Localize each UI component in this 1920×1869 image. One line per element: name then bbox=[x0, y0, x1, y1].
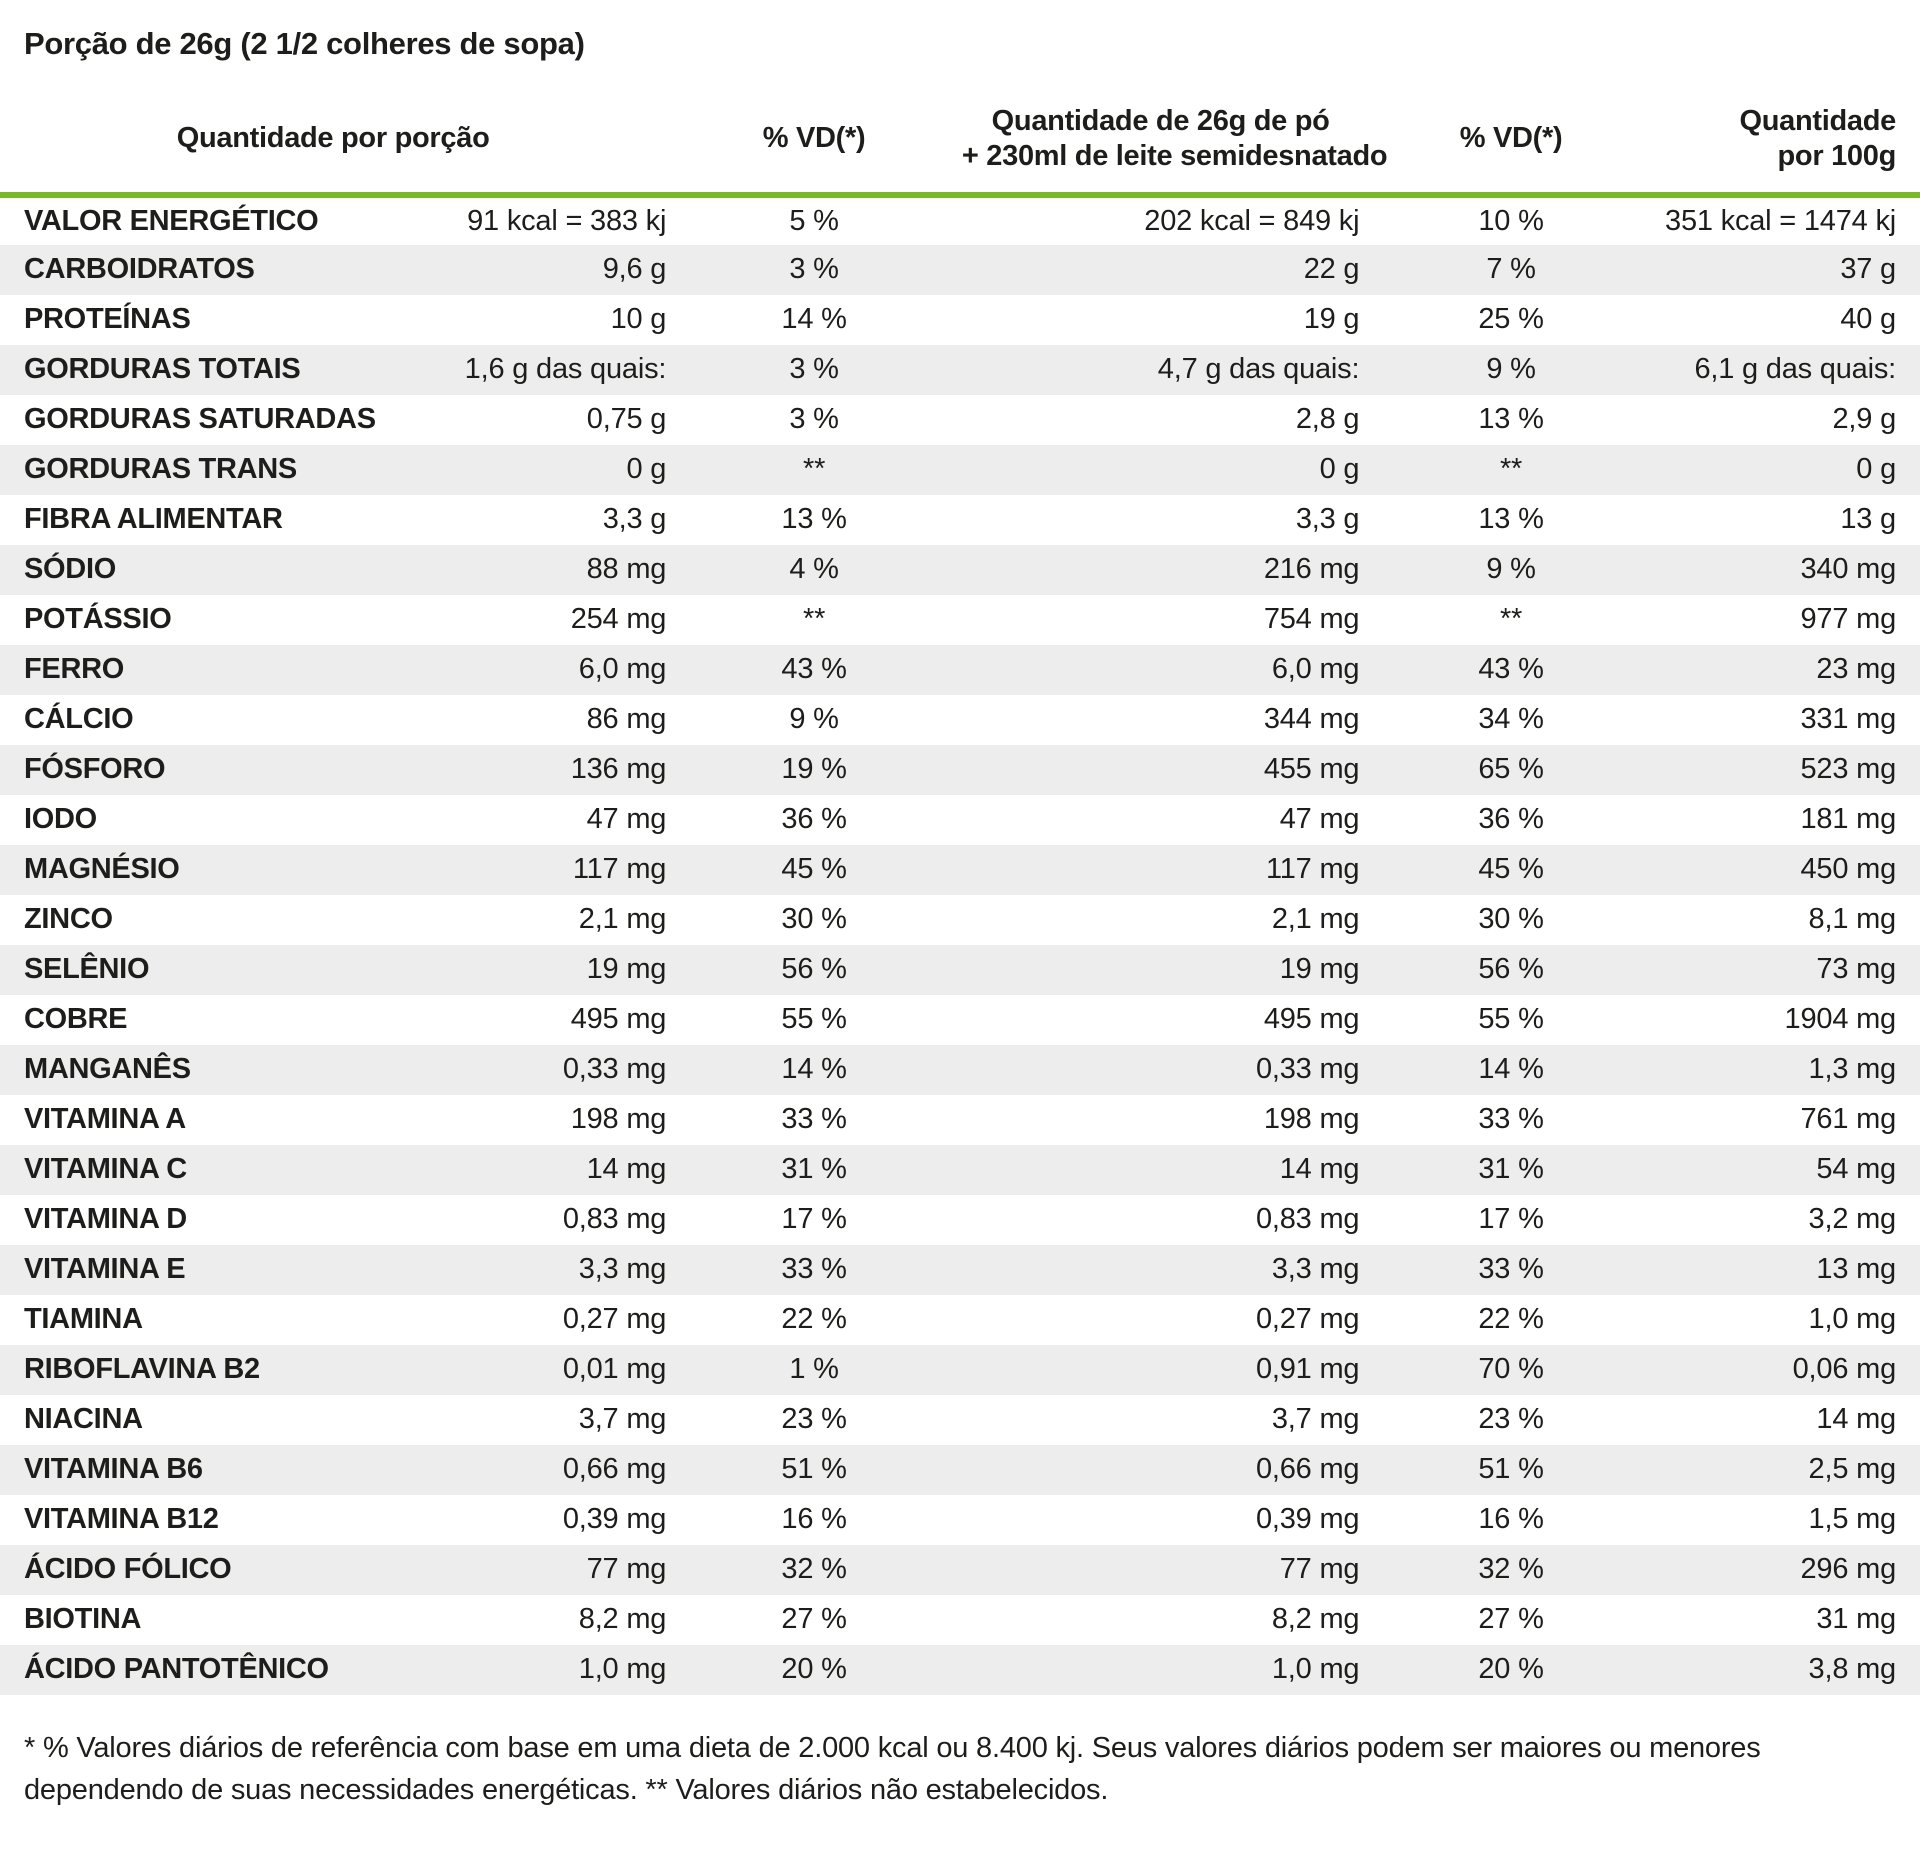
value-per-100g: 31 mg bbox=[1816, 1603, 1896, 1636]
value-with-milk: 8,2 mg bbox=[1271, 1603, 1360, 1636]
vd-with-milk: ** bbox=[1499, 603, 1523, 636]
vd-per-serving: 33 % bbox=[781, 1253, 847, 1286]
value-per-serving: 91 kcal = 383 kj bbox=[467, 204, 667, 237]
value-with-milk: 0,91 mg bbox=[1255, 1353, 1360, 1386]
vd-with-milk: 10 % bbox=[1478, 204, 1544, 237]
table-row bbox=[0, 345, 1920, 395]
nutrient-name: CÁLCIO bbox=[24, 703, 134, 736]
vd-per-serving: 3 % bbox=[789, 253, 839, 286]
value-with-milk: 754 mg bbox=[1263, 603, 1360, 636]
table-row bbox=[0, 445, 1920, 495]
vd-per-serving: 5 % bbox=[789, 204, 839, 237]
nutrient-name: POTÁSSIO bbox=[24, 603, 172, 636]
vd-with-milk: 43 % bbox=[1478, 653, 1544, 686]
vd-per-serving: 20 % bbox=[781, 1653, 847, 1686]
value-per-100g: 1904 mg bbox=[1784, 1003, 1896, 1036]
value-per-100g: 181 mg bbox=[1800, 803, 1896, 836]
value-with-milk: 1,0 mg bbox=[1271, 1653, 1360, 1686]
nutrient-name: TIAMINA bbox=[24, 1303, 143, 1336]
header-quantity-per-100g bbox=[1663, 96, 1920, 195]
value-with-milk: 0 g bbox=[1319, 453, 1360, 486]
table-row bbox=[0, 245, 1920, 295]
value-per-100g: 2,9 g bbox=[1832, 403, 1896, 436]
nutrient-name: FIBRA ALIMENTAR bbox=[24, 503, 283, 536]
value-per-100g: 3,2 mg bbox=[1808, 1203, 1896, 1236]
table-row bbox=[0, 895, 1920, 945]
value-per-100g: 761 mg bbox=[1800, 1103, 1896, 1136]
table-row bbox=[0, 645, 1920, 695]
nutrition-table bbox=[0, 96, 1920, 1695]
vd-with-milk: 34 % bbox=[1478, 703, 1544, 736]
value-per-100g: 13 mg bbox=[1816, 1253, 1896, 1286]
vd-with-milk: 51 % bbox=[1478, 1453, 1544, 1486]
value-per-100g: 2,5 mg bbox=[1808, 1453, 1896, 1486]
vd-with-milk: 31 % bbox=[1478, 1153, 1544, 1186]
table-row bbox=[0, 545, 1920, 595]
value-per-100g: 13 g bbox=[1840, 503, 1896, 536]
nutrient-name: VITAMINA C bbox=[24, 1153, 187, 1186]
vd-with-milk: 33 % bbox=[1478, 1103, 1544, 1136]
nutrient-name: VITAMINA D bbox=[24, 1203, 187, 1236]
value-per-100g: 340 mg bbox=[1800, 553, 1896, 586]
value-with-milk: 3,7 mg bbox=[1271, 1403, 1360, 1436]
nutrient-name: ÁCIDO FÓLICO bbox=[24, 1553, 232, 1586]
vd-with-milk: 55 % bbox=[1478, 1003, 1544, 1036]
footnote: * % Valores diários de referência com base em uma dieta de 2.000 kcal ou 8.400 kj. Seus valores diários podem ser maiores ou menores dependendo de suas necessidades energéticas. ** Valores diários não estabelecidos. bbox=[24, 1731, 1761, 1806]
vd-per-serving: 19 % bbox=[781, 753, 847, 786]
vd-per-serving: 1 % bbox=[789, 1353, 839, 1386]
vd-per-serving: 36 % bbox=[781, 803, 847, 836]
vd-with-milk: ** bbox=[1499, 453, 1523, 486]
value-with-milk: 47 mg bbox=[1279, 803, 1360, 836]
value-per-serving: 117 mg bbox=[572, 853, 667, 886]
value-per-100g: 1,3 mg bbox=[1808, 1053, 1896, 1086]
vd-with-milk: 33 % bbox=[1478, 1253, 1544, 1286]
value-per-serving: 77 mg bbox=[586, 1553, 667, 1586]
value-per-100g: 331 mg bbox=[1800, 703, 1896, 736]
vd-with-milk: 25 % bbox=[1478, 303, 1544, 336]
table-row bbox=[0, 995, 1920, 1045]
vd-per-serving: 51 % bbox=[781, 1453, 847, 1486]
value-with-milk: 0,83 mg bbox=[1255, 1203, 1360, 1236]
table-row bbox=[0, 1145, 1920, 1195]
nutrient-name: GORDURAS SATURADAS bbox=[24, 403, 376, 436]
value-per-serving: 0,39 mg bbox=[562, 1503, 667, 1536]
value-with-milk: 117 mg bbox=[1265, 853, 1360, 886]
value-with-milk: 3,3 g bbox=[1295, 503, 1360, 536]
table-row bbox=[0, 1595, 1920, 1645]
value-with-milk: 495 mg bbox=[1263, 1003, 1360, 1036]
value-per-100g: 296 mg bbox=[1800, 1553, 1896, 1586]
nutrient-name: IODO bbox=[24, 803, 97, 836]
nutrient-name: CARBOIDRATOS bbox=[24, 253, 255, 286]
nutrient-name: COBRE bbox=[24, 1003, 128, 1036]
vd-per-serving: 16 % bbox=[781, 1503, 847, 1536]
value-per-serving: 3,7 mg bbox=[578, 1403, 667, 1436]
nutrient-name: PROTEÍNAS bbox=[24, 303, 191, 336]
value-per-serving: 6,0 mg bbox=[578, 653, 667, 686]
vd-with-milk: 9 % bbox=[1486, 553, 1536, 586]
vd-with-milk: 30 % bbox=[1478, 903, 1544, 936]
vd-per-serving: 22 % bbox=[781, 1303, 847, 1336]
value-with-milk: 202 kcal = 849 kj bbox=[1144, 204, 1360, 237]
value-with-milk: 216 mg bbox=[1263, 553, 1360, 586]
value-per-serving: 0,27 mg bbox=[562, 1303, 667, 1336]
value-per-100g: 351 kcal = 1474 kj bbox=[1665, 204, 1896, 237]
value-per-serving: 198 mg bbox=[570, 1103, 667, 1136]
value-per-100g: 523 mg bbox=[1800, 753, 1896, 786]
header-daily-value-serving: % VD(*) bbox=[666, 96, 962, 195]
value-with-milk: 0,66 mg bbox=[1255, 1453, 1360, 1486]
value-per-serving: 47 mg bbox=[586, 803, 667, 836]
table-row bbox=[0, 1195, 1920, 1245]
vd-per-serving: 9 % bbox=[789, 703, 839, 736]
value-per-serving: 0,83 mg bbox=[562, 1203, 667, 1236]
vd-per-serving: 43 % bbox=[781, 653, 847, 686]
table-row bbox=[0, 845, 1920, 895]
vd-with-milk: 13 % bbox=[1478, 403, 1544, 436]
vd-per-serving: 56 % bbox=[781, 953, 847, 986]
value-per-100g: 6,1 g das quais: bbox=[1694, 353, 1896, 386]
table-row bbox=[0, 1395, 1920, 1445]
value-per-100g: 23 mg bbox=[1816, 653, 1896, 686]
table-body bbox=[0, 195, 1920, 1695]
vd-with-milk: 70 % bbox=[1478, 1353, 1544, 1386]
value-per-100g: 73 mg bbox=[1816, 953, 1896, 986]
serving-size-title: Porção de 26g (2 1/2 colheres de sopa) bbox=[24, 26, 585, 61]
nutrient-name: NIACINA bbox=[24, 1403, 143, 1436]
vd-per-serving: 4 % bbox=[789, 553, 839, 586]
value-per-serving: 495 mg bbox=[570, 1003, 667, 1036]
vd-with-milk: 45 % bbox=[1478, 853, 1544, 886]
nutrient-name: GORDURAS TRANS bbox=[24, 453, 297, 486]
value-with-milk: 19 g bbox=[1303, 303, 1360, 336]
value-per-100g: 1,0 mg bbox=[1808, 1303, 1896, 1336]
vd-per-serving: 55 % bbox=[781, 1003, 847, 1036]
value-per-100g: 8,1 mg bbox=[1808, 903, 1896, 936]
header-quantity-per-100g-line2: por 100g bbox=[1777, 139, 1896, 172]
value-with-milk: 0,33 mg bbox=[1255, 1053, 1360, 1086]
table-row bbox=[0, 495, 1920, 545]
value-with-milk: 2,8 g bbox=[1295, 403, 1360, 436]
value-per-100g: 0,06 mg bbox=[1792, 1353, 1896, 1386]
value-per-100g: 450 mg bbox=[1800, 853, 1896, 886]
nutrient-name: VALOR ENERGÉTICO bbox=[24, 204, 319, 237]
vd-with-milk: 7 % bbox=[1486, 253, 1536, 286]
table-row bbox=[0, 695, 1920, 745]
nutrient-name: RIBOFLAVINA B2 bbox=[24, 1353, 260, 1386]
vd-per-serving: 27 % bbox=[781, 1603, 847, 1636]
nutrient-name: GORDURAS TOTAIS bbox=[24, 353, 301, 386]
table-row bbox=[0, 1445, 1920, 1495]
value-per-serving: 0,01 mg bbox=[562, 1353, 667, 1386]
table-row bbox=[0, 1345, 1920, 1395]
table-row bbox=[0, 1045, 1920, 1095]
vd-per-serving: 14 % bbox=[781, 303, 847, 336]
value-per-serving: 9,6 g bbox=[602, 253, 667, 286]
value-per-serving: 1,6 g das quais: bbox=[464, 353, 667, 386]
vd-per-serving: ** bbox=[802, 603, 826, 636]
value-per-serving: 86 mg bbox=[586, 703, 667, 736]
vd-with-milk: 13 % bbox=[1478, 503, 1544, 536]
header-quantity-with-milk-line1: Quantidade de 26g de pó bbox=[991, 105, 1330, 137]
vd-per-serving: 13 % bbox=[781, 503, 847, 536]
table-row bbox=[0, 1295, 1920, 1345]
nutrient-name: SÓDIO bbox=[24, 553, 116, 586]
vd-with-milk: 9 % bbox=[1486, 353, 1536, 386]
value-per-serving: 1,0 mg bbox=[578, 1653, 667, 1686]
value-with-milk: 14 mg bbox=[1279, 1153, 1360, 1186]
value-per-serving: 88 mg bbox=[586, 553, 667, 586]
vd-with-milk: 16 % bbox=[1478, 1503, 1544, 1536]
nutrient-name: ZINCO bbox=[24, 903, 113, 936]
table-row bbox=[0, 595, 1920, 645]
table-row bbox=[0, 1245, 1920, 1295]
value-with-milk: 455 mg bbox=[1263, 753, 1360, 786]
table-row bbox=[0, 295, 1920, 345]
value-per-100g: 54 mg bbox=[1816, 1153, 1896, 1186]
vd-per-serving: 14 % bbox=[781, 1053, 847, 1086]
value-per-100g: 14 mg bbox=[1816, 1403, 1896, 1436]
value-per-100g: 0 g bbox=[1856, 453, 1896, 486]
value-per-serving: 254 mg bbox=[570, 603, 667, 636]
value-per-serving: 0,33 mg bbox=[562, 1053, 667, 1086]
nutrient-name: BIOTINA bbox=[24, 1603, 142, 1636]
table-row bbox=[0, 1645, 1920, 1695]
value-per-serving: 8,2 mg bbox=[578, 1603, 667, 1636]
nutrient-name: VITAMINA E bbox=[24, 1253, 186, 1286]
nutrient-name: VITAMINA B6 bbox=[24, 1453, 203, 1486]
value-with-milk: 3,3 mg bbox=[1271, 1253, 1360, 1286]
value-per-serving: 3,3 mg bbox=[578, 1253, 667, 1286]
table-row bbox=[0, 795, 1920, 845]
value-with-milk: 77 mg bbox=[1279, 1553, 1360, 1586]
header-quantity-with-milk bbox=[961, 96, 1388, 195]
vd-per-serving: 33 % bbox=[781, 1103, 847, 1136]
value-with-milk: 344 mg bbox=[1263, 703, 1360, 736]
table-row bbox=[0, 1095, 1920, 1145]
vd-with-milk: 23 % bbox=[1478, 1403, 1544, 1436]
value-with-milk: 22 g bbox=[1303, 253, 1360, 286]
value-per-serving: 14 mg bbox=[586, 1153, 667, 1186]
vd-per-serving: 32 % bbox=[781, 1553, 847, 1586]
table-row bbox=[0, 1495, 1920, 1545]
value-per-serving: 136 mg bbox=[570, 753, 667, 786]
value-per-serving: 0,66 mg bbox=[562, 1453, 667, 1486]
vd-with-milk: 65 % bbox=[1478, 753, 1544, 786]
value-per-serving: 2,1 mg bbox=[578, 903, 667, 936]
value-per-100g: 37 g bbox=[1840, 253, 1896, 286]
vd-per-serving: 23 % bbox=[781, 1403, 847, 1436]
vd-per-serving: 3 % bbox=[789, 353, 839, 386]
header-quantity-per-serving: Quantidade por porção bbox=[0, 96, 666, 195]
value-with-milk: 2,1 mg bbox=[1271, 903, 1360, 936]
value-with-milk: 0,39 mg bbox=[1255, 1503, 1360, 1536]
vd-per-serving: 17 % bbox=[781, 1203, 847, 1236]
vd-with-milk: 20 % bbox=[1478, 1653, 1544, 1686]
value-per-serving: 10 g bbox=[610, 303, 667, 336]
value-per-100g: 40 g bbox=[1840, 303, 1896, 336]
vd-per-serving: ** bbox=[802, 453, 826, 486]
table-row bbox=[0, 1545, 1920, 1595]
value-with-milk: 0,27 mg bbox=[1255, 1303, 1360, 1336]
vd-per-serving: 3 % bbox=[789, 403, 839, 436]
header-daily-value-with-milk: % VD(*) bbox=[1359, 96, 1662, 195]
nutrient-name: MANGANÊS bbox=[24, 1053, 191, 1086]
nutrient-name: VITAMINA B12 bbox=[24, 1503, 219, 1536]
header-quantity-per-100g-line1: Quantidade bbox=[1739, 105, 1896, 137]
nutrient-name: VITAMINA A bbox=[24, 1103, 186, 1136]
vd-with-milk: 17 % bbox=[1478, 1203, 1544, 1236]
nutrient-name: ÁCIDO PANTOTÊNICO bbox=[24, 1653, 329, 1686]
value-per-100g: 1,5 mg bbox=[1808, 1503, 1896, 1536]
value-per-serving: 19 mg bbox=[586, 953, 667, 986]
table-row bbox=[0, 195, 1920, 245]
nutrient-name: MAGNÉSIO bbox=[24, 853, 180, 886]
vd-with-milk: 56 % bbox=[1478, 953, 1544, 986]
vd-with-milk: 27 % bbox=[1478, 1603, 1544, 1636]
vd-per-serving: 31 % bbox=[781, 1153, 847, 1186]
value-per-serving: 0,75 g bbox=[586, 403, 667, 436]
table-header-row bbox=[0, 96, 1920, 195]
table-row bbox=[0, 745, 1920, 795]
value-with-milk: 4,7 g das quais: bbox=[1157, 353, 1360, 386]
vd-per-serving: 45 % bbox=[781, 853, 847, 886]
nutrient-name: FÓSFORO bbox=[24, 753, 166, 786]
vd-with-milk: 32 % bbox=[1478, 1553, 1544, 1586]
value-with-milk: 6,0 mg bbox=[1271, 653, 1360, 686]
value-per-100g: 3,8 mg bbox=[1808, 1653, 1896, 1686]
nutrient-name: SELÊNIO bbox=[24, 953, 150, 986]
table-header bbox=[0, 96, 1920, 195]
value-per-serving: 3,3 g bbox=[602, 503, 667, 536]
value-per-serving: 0 g bbox=[626, 453, 667, 486]
value-per-100g: 977 mg bbox=[1800, 603, 1896, 636]
vd-with-milk: 36 % bbox=[1478, 803, 1544, 836]
header-quantity-with-milk-line2: + 230ml de leite semidesnatado bbox=[961, 139, 1388, 172]
vd-with-milk: 22 % bbox=[1478, 1303, 1544, 1336]
table-row bbox=[0, 945, 1920, 995]
nutrient-name: FERRO bbox=[24, 653, 125, 686]
vd-with-milk: 14 % bbox=[1478, 1053, 1544, 1086]
value-with-milk: 19 mg bbox=[1279, 953, 1360, 986]
vd-per-serving: 30 % bbox=[781, 903, 847, 936]
value-with-milk: 198 mg bbox=[1263, 1103, 1360, 1136]
table-row bbox=[0, 395, 1920, 445]
